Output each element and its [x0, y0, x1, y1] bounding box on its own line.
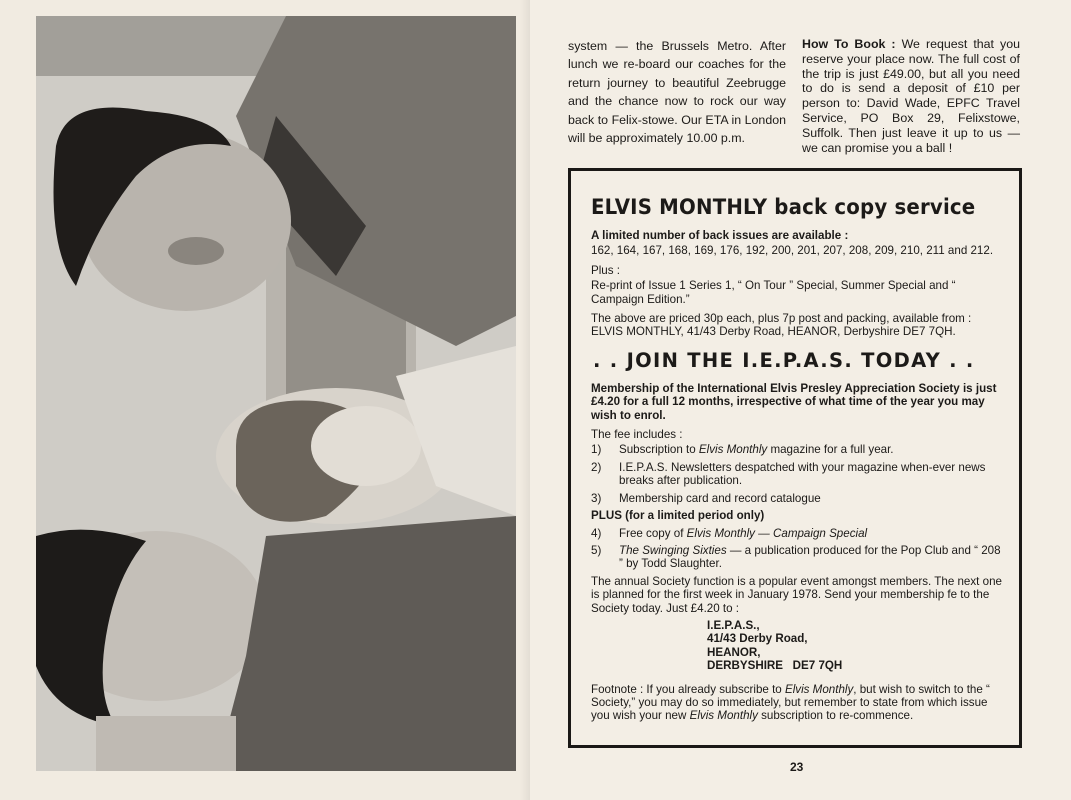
how-to-book-body: We request that you reserve your place now. The full cost of the trip is just £49.00, but all you need to do is send a deposit of £10 per person to: David Wade, EPFC Travel Service, PO Box 29, Felixstowe, Suffolk. Then just leave it up to us — we can promise you a ball ! — [802, 37, 1020, 155]
back-issues-list: 162, 164, 167, 168, 169, 176, 192, 200, 201, 207, 208, 209, 210, 211 and 212. — [591, 244, 994, 258]
fee-list — [591, 443, 1003, 505]
price-text: The above are priced 30p each, plus 7p post and packing, available from : ELVIS MONTHLY, 41/43 Derby Road, HEANOR, Derbyshire DE7 7QH. — [591, 312, 972, 339]
plus-heading: Plus : — [591, 263, 620, 277]
list-item: 3) Membership card and record catalogue — [591, 491, 821, 505]
extras-list — [591, 527, 1003, 571]
join-heading: . . JOIN THE I.E.P.A.S. TODAY . . — [593, 348, 975, 372]
column-b-text — [802, 37, 1020, 155]
column-a-text: system — the Brussels Metro. After lunch we re-board our coaches for the return journey to beautiful Zeebrugge and the chance now to rock our way back to Felix-stowe. Our ETA in London will be approximately 10.00 p.m. — [568, 39, 786, 146]
back-copy-ad-box — [568, 168, 1022, 748]
black-and-white-photo-three-people-icon — [36, 16, 516, 771]
list-item: 1) Subscription to Elvis Monthly magazine for a full year. — [591, 443, 894, 457]
page-number: 23 — [790, 760, 804, 774]
society-address: I.E.P.A.S., 41/43 Derby Road, HEANOR, DERBYSHIRE DE7 7QH — [707, 618, 843, 673]
list-item: 4) Free copy of Elvis Monthly — Campaign Special — [591, 526, 868, 540]
fee-includes-heading: The fee includes : — [591, 428, 683, 442]
how-to-book-lead: How To Book : — [802, 37, 896, 51]
back-issues-heading: A limited number of back issues are available : — [591, 229, 849, 242]
membership-text: Membership of the International Elvis Presley Appreciation Society is just £4.20 for a full 12 months, irrespective of what time of the year you may wish to enrol. — [591, 381, 997, 422]
ad-title: ELVIS MONTHLY back copy service — [591, 195, 976, 219]
function-text: The annual Society function is a popular event amongst members. The next one is planned for the first week in January 1978. Send your membership fe to the Society today. Just £4.20 to : — [591, 574, 1002, 615]
plus-text: Re-print of Issue 1 Series 1, “ On Tour ” Special, Summer Special and “ Campaign Edition.” — [591, 279, 956, 306]
footnote: Footnote : If you already subscribe to Elvis Monthly, but wish to switch to the “ Society,” you may do so immediately, but remember to state from which issue you wish your new Elvis Monthly subscription to re-commence. — [591, 682, 990, 723]
left-page — [0, 0, 530, 800]
plus-limited-heading: PLUS (for a limited period only) — [591, 509, 765, 523]
list-item: 5) The Swinging Sixties — a publication produced for the Pop Club and “ 208 ” by Todd Slaughter. — [591, 543, 1001, 571]
list-item: 2) I.E.P.A.S. Newsletters despatched with your magazine when-ever news breaks after publication. — [591, 460, 986, 488]
photo — [36, 16, 516, 771]
